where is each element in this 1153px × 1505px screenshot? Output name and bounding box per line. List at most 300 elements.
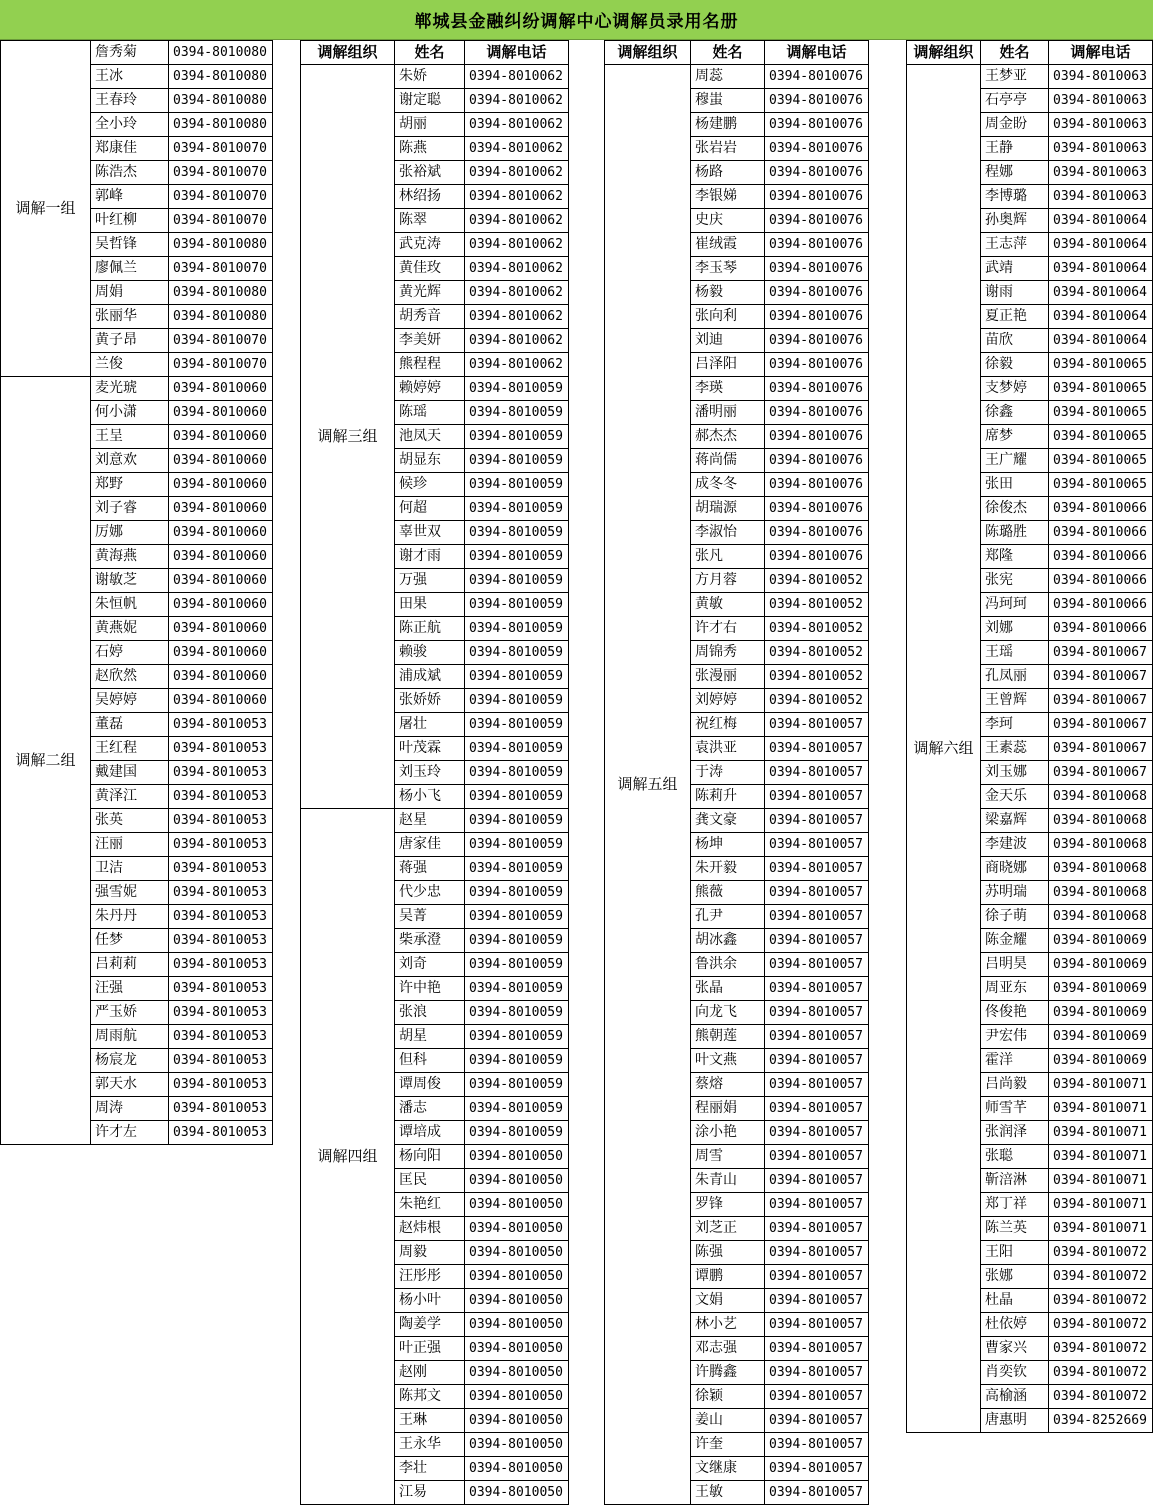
mediator-phone: 0394-8010076 [765, 473, 869, 497]
mediator-phone: 0394-8010062 [465, 209, 569, 233]
mediator-phone: 0394-8010059 [465, 905, 569, 929]
mediator-name: 李建波 [981, 833, 1049, 857]
mediator-phone: 0394-8010057 [765, 905, 869, 929]
mediator-phone: 0394-8010050 [465, 1217, 569, 1241]
mediator-phone: 0394-8010069 [1049, 977, 1153, 1001]
mediator-phone: 0394-8010057 [765, 1289, 869, 1313]
mediator-phone: 0394-8010057 [765, 833, 869, 857]
mediator-name: 武克涛 [395, 233, 465, 257]
mediator-phone: 0394-8010076 [765, 497, 869, 521]
mediator-name: 张漫丽 [691, 665, 765, 689]
mediator-phone: 0394-8010080 [169, 233, 273, 257]
mediator-name: 胡秀音 [395, 305, 465, 329]
mediator-phone: 0394-8010063 [1049, 89, 1153, 113]
mediator-name: 谢才雨 [395, 545, 465, 569]
mediator-phone: 0394-8010057 [765, 713, 869, 737]
mediator-phone: 0394-8010071 [1049, 1121, 1153, 1145]
table-row [1, 377, 273, 401]
table-row [301, 65, 569, 89]
mediator-name: 张田 [981, 473, 1049, 497]
mediator-phone: 0394-8010072 [1049, 1265, 1153, 1289]
mediator-name: 苏明瑞 [981, 881, 1049, 905]
mediator-phone: 0394-8010068 [1049, 833, 1153, 857]
mediator-name: 胡星 [395, 1025, 465, 1049]
mediator-phone: 0394-8010059 [465, 953, 569, 977]
mediator-phone: 0394-8010059 [465, 1097, 569, 1121]
mediator-phone: 0394-8010076 [765, 161, 869, 185]
header-phone: 调解电话 [765, 41, 869, 65]
mediator-name: 厉娜 [91, 521, 169, 545]
mediator-name: 穆蚩 [691, 89, 765, 113]
mediator-phone: 0394-8010052 [765, 617, 869, 641]
mediator-phone: 0394-8010057 [765, 1433, 869, 1457]
mediator-name: 曹家兴 [981, 1337, 1049, 1361]
mediator-phone: 0394-8010063 [1049, 185, 1153, 209]
mediator-name: 徐颖 [691, 1385, 765, 1409]
mediator-phone: 0394-8010063 [1049, 137, 1153, 161]
header-row [605, 41, 869, 65]
mediator-name: 吴哲锋 [91, 233, 169, 257]
mediator-phone: 0394-8010057 [765, 929, 869, 953]
mediator-phone: 0394-8010069 [1049, 953, 1153, 977]
mediator-name: 谭培成 [395, 1121, 465, 1145]
mediator-phone: 0394-8010071 [1049, 1217, 1153, 1241]
mediator-name: 石亭亭 [981, 89, 1049, 113]
mediator-name: 周蕊 [691, 65, 765, 89]
mediator-phone: 0394-8010057 [765, 1217, 869, 1241]
mediator-phone: 0394-8010059 [465, 1025, 569, 1049]
mediator-name: 王素蕊 [981, 737, 1049, 761]
mediator-phone: 0394-8010057 [765, 1457, 869, 1481]
header-phone: 调解电话 [1049, 41, 1153, 65]
mediator-name: 徐子萌 [981, 905, 1049, 929]
mediator-phone: 0394-8010066 [1049, 593, 1153, 617]
mediator-name: 黄泽江 [91, 785, 169, 809]
mediator-phone: 0394-8010069 [1049, 1025, 1153, 1049]
mediator-name: 谭鹏 [691, 1265, 765, 1289]
mediator-phone: 0394-8010057 [765, 1313, 869, 1337]
mediator-name: 廖佩兰 [91, 257, 169, 281]
mediator-phone: 0394-8010050 [465, 1169, 569, 1193]
mediator-phone: 0394-8010068 [1049, 905, 1153, 929]
mediator-name: 刘婷婷 [691, 689, 765, 713]
mediator-phone: 0394-8010053 [169, 1097, 273, 1121]
mediator-name: 黄子昂 [91, 329, 169, 353]
mediator-phone: 0394-8010067 [1049, 689, 1153, 713]
mediator-name: 张向利 [691, 305, 765, 329]
header-name: 姓名 [981, 41, 1049, 65]
mediator-phone: 0394-8010057 [765, 1409, 869, 1433]
mediator-name: 杜晶 [981, 1289, 1049, 1313]
mediator-phone: 0394-8010062 [465, 113, 569, 137]
mediator-name: 陈翠 [395, 209, 465, 233]
mediator-name: 王琳 [395, 1409, 465, 1433]
mediator-name: 苗欣 [981, 329, 1049, 353]
mediator-name: 周娟 [91, 281, 169, 305]
mediator-name: 吕泽阳 [691, 353, 765, 377]
mediator-name: 刘娜 [981, 617, 1049, 641]
mediator-name: 但科 [395, 1049, 465, 1073]
mediator-phone: 0394-8010066 [1049, 545, 1153, 569]
mediator-name: 董磊 [91, 713, 169, 737]
mediator-phone: 0394-8010052 [765, 641, 869, 665]
mediator-name: 兰俊 [91, 353, 169, 377]
mediator-name: 文继康 [691, 1457, 765, 1481]
mediator-name: 许才右 [691, 617, 765, 641]
mediator-phone: 0394-8010072 [1049, 1385, 1153, 1409]
mediator-phone: 0394-8010057 [765, 953, 869, 977]
mediator-phone: 0394-8010057 [765, 1097, 869, 1121]
group-label: 调解五组 [605, 65, 691, 1505]
mediator-phone: 0394-8010072 [1049, 1241, 1153, 1265]
mediator-name: 朱恒帆 [91, 593, 169, 617]
mediator-name: 王冰 [91, 65, 169, 89]
mediator-phone: 0394-8010064 [1049, 281, 1153, 305]
header-name: 姓名 [395, 41, 465, 65]
mediator-phone: 0394-8010059 [465, 425, 569, 449]
mediator-name: 支梦婷 [981, 377, 1049, 401]
mediator-phone: 0394-8010057 [765, 1169, 869, 1193]
mediator-phone: 0394-8010063 [1049, 65, 1153, 89]
mediator-phone: 0394-8010076 [765, 521, 869, 545]
mediator-phone: 0394-8010053 [169, 1001, 273, 1025]
mediator-phone: 0394-8010080 [169, 65, 273, 89]
mediator-name: 吕明昊 [981, 953, 1049, 977]
roster-table [300, 40, 569, 1505]
mediator-phone: 0394-8010076 [765, 401, 869, 425]
mediator-name: 张娇娇 [395, 689, 465, 713]
mediator-phone: 0394-8010052 [765, 665, 869, 689]
mediator-phone: 0394-8010057 [765, 1385, 869, 1409]
mediator-name: 李珂 [981, 713, 1049, 737]
mediator-name: 杨向阳 [395, 1145, 465, 1169]
header-org: 调解组织 [301, 41, 395, 65]
mediator-name: 吴婷婷 [91, 689, 169, 713]
mediator-name: 叶正强 [395, 1337, 465, 1361]
mediator-name: 张英 [91, 809, 169, 833]
mediator-name: 商晓娜 [981, 857, 1049, 881]
mediator-name: 周金盼 [981, 113, 1049, 137]
mediator-name: 陈莉升 [691, 785, 765, 809]
mediator-phone: 0394-8010062 [465, 281, 569, 305]
mediator-name: 陈瑶 [395, 401, 465, 425]
mediator-phone: 0394-8010060 [169, 689, 273, 713]
mediator-name: 张聪 [981, 1145, 1049, 1169]
mediator-phone: 0394-8010068 [1049, 785, 1153, 809]
mediator-phone: 0394-8010066 [1049, 521, 1153, 545]
mediator-name: 石婷 [91, 641, 169, 665]
header-org: 调解组织 [605, 41, 691, 65]
mediator-name: 胡显东 [395, 449, 465, 473]
mediator-name: 蒋强 [395, 857, 465, 881]
mediator-name: 孙奥辉 [981, 209, 1049, 233]
mediator-name: 胡瑞源 [691, 497, 765, 521]
mediator-name: 郝杰杰 [691, 425, 765, 449]
mediator-name: 吕莉莉 [91, 953, 169, 977]
mediator-phone: 0394-8010080 [169, 281, 273, 305]
mediator-name: 刘意欢 [91, 449, 169, 473]
mediator-phone: 0394-8010066 [1049, 617, 1153, 641]
mediator-name: 张岩岩 [691, 137, 765, 161]
mediator-phone: 0394-8010057 [765, 1145, 869, 1169]
mediator-name: 黄佳玫 [395, 257, 465, 281]
table-row [1, 41, 273, 65]
mediator-name: 池凤天 [395, 425, 465, 449]
mediator-phone: 0394-8010065 [1049, 353, 1153, 377]
mediator-phone: 0394-8010062 [465, 233, 569, 257]
mediator-name: 赵星 [395, 809, 465, 833]
mediator-phone: 0394-8010062 [465, 329, 569, 353]
mediator-name: 史庆 [691, 209, 765, 233]
mediator-phone: 0394-8010071 [1049, 1169, 1153, 1193]
mediator-phone: 0394-8010060 [169, 545, 273, 569]
group-label: 调解三组 [301, 65, 395, 809]
mediator-name: 陈邦文 [395, 1385, 465, 1409]
mediator-name: 朱艳红 [395, 1193, 465, 1217]
mediator-name: 徐俊杰 [981, 497, 1049, 521]
table-row [605, 65, 869, 89]
mediator-name: 潘明丽 [691, 401, 765, 425]
mediator-name: 黄海燕 [91, 545, 169, 569]
mediator-name: 辜世双 [395, 521, 465, 545]
mediator-name: 黄敏 [691, 593, 765, 617]
mediator-phone: 0394-8010053 [169, 929, 273, 953]
mediator-phone: 0394-8010059 [465, 377, 569, 401]
mediator-name: 唐惠明 [981, 1409, 1049, 1433]
mediator-name: 熊朝莲 [691, 1025, 765, 1049]
mediator-phone: 0394-8010065 [1049, 377, 1153, 401]
mediator-name: 李玉琴 [691, 257, 765, 281]
mediator-phone: 0394-8010062 [465, 137, 569, 161]
mediator-name: 郑野 [91, 473, 169, 497]
mediator-phone: 0394-8010059 [465, 569, 569, 593]
mediator-name: 麦光琥 [91, 377, 169, 401]
mediator-name: 赵欣然 [91, 665, 169, 689]
mediator-name: 周雨航 [91, 1025, 169, 1049]
mediator-name: 万强 [395, 569, 465, 593]
group-label: 调解二组 [1, 377, 91, 1145]
group-label: 调解一组 [1, 41, 91, 377]
mediator-name: 陈兰英 [981, 1217, 1049, 1241]
mediator-name: 席梦 [981, 425, 1049, 449]
mediator-name: 强雪妮 [91, 881, 169, 905]
mediator-phone: 0394-8010053 [169, 1025, 273, 1049]
mediator-name: 詹秀菊 [91, 41, 169, 65]
mediator-phone: 0394-8010059 [465, 497, 569, 521]
mediator-phone: 0394-8010069 [1049, 1001, 1153, 1025]
mediator-name: 唐家佳 [395, 833, 465, 857]
mediator-phone: 0394-8010050 [465, 1385, 569, 1409]
mediator-phone: 0394-8010060 [169, 425, 273, 449]
mediator-name: 陈金耀 [981, 929, 1049, 953]
mediator-name: 黄燕妮 [91, 617, 169, 641]
mediator-name: 周亚东 [981, 977, 1049, 1001]
mediator-phone: 0394-8010057 [765, 785, 869, 809]
mediator-phone: 0394-8010076 [765, 329, 869, 353]
mediator-phone: 0394-8010059 [465, 521, 569, 545]
mediator-phone: 0394-8010050 [465, 1361, 569, 1385]
mediator-name: 肖奕钦 [981, 1361, 1049, 1385]
mediator-phone: 0394-8010059 [465, 545, 569, 569]
mediator-name: 崔绒霞 [691, 233, 765, 257]
mediator-name: 王永华 [395, 1433, 465, 1457]
mediator-phone: 0394-8010069 [1049, 1049, 1153, 1073]
mediator-name: 刘玉娜 [981, 761, 1049, 785]
mediator-phone: 0394-8010053 [169, 953, 273, 977]
mediator-name: 何小潇 [91, 401, 169, 425]
mediator-name: 许腾鑫 [691, 1361, 765, 1385]
mediator-name: 徐毅 [981, 353, 1049, 377]
mediator-name: 徐鑫 [981, 401, 1049, 425]
mediator-phone: 0394-8010062 [465, 65, 569, 89]
mediator-name: 尹宏伟 [981, 1025, 1049, 1049]
mediator-phone: 0394-8010057 [765, 737, 869, 761]
mediator-name: 刘子睿 [91, 497, 169, 521]
mediator-phone: 0394-8010076 [765, 353, 869, 377]
mediator-phone: 0394-8010053 [169, 977, 273, 1001]
mediator-phone: 0394-8010059 [465, 1001, 569, 1025]
mediator-name: 陶姜学 [395, 1313, 465, 1337]
mediator-name: 严玉娇 [91, 1001, 169, 1025]
mediator-name: 蒋尚儒 [691, 449, 765, 473]
mediator-phone: 0394-8010070 [169, 353, 273, 377]
mediator-name: 赵刚 [395, 1361, 465, 1385]
mediator-phone: 0394-8010076 [765, 137, 869, 161]
mediator-phone: 0394-8010057 [765, 1361, 869, 1385]
mediator-phone: 0394-8010057 [765, 1481, 869, 1505]
mediator-phone: 0394-8010071 [1049, 1145, 1153, 1169]
mediator-phone: 0394-8010066 [1049, 569, 1153, 593]
mediator-name: 程丽娟 [691, 1097, 765, 1121]
mediator-phone: 0394-8010062 [465, 305, 569, 329]
mediator-name: 金天乐 [981, 785, 1049, 809]
mediator-phone: 0394-8010060 [169, 473, 273, 497]
mediator-name: 周锦秀 [691, 641, 765, 665]
mediator-name: 杜依婷 [981, 1313, 1049, 1337]
mediator-name: 杨建鹏 [691, 113, 765, 137]
mediator-phone: 0394-8010080 [169, 41, 273, 65]
mediator-name: 许才左 [91, 1121, 169, 1145]
mediator-phone: 0394-8010060 [169, 377, 273, 401]
mediator-phone: 0394-8010076 [765, 281, 869, 305]
mediator-phone: 0394-8010057 [765, 1337, 869, 1361]
mediator-name: 郑丁祥 [981, 1193, 1049, 1217]
mediator-name: 代少忠 [395, 881, 465, 905]
mediator-name: 浦成斌 [395, 665, 465, 689]
mediator-name: 林小艺 [691, 1313, 765, 1337]
mediator-phone: 0394-8010067 [1049, 713, 1153, 737]
mediator-phone: 0394-8010065 [1049, 449, 1153, 473]
mediator-phone: 0394-8010070 [169, 185, 273, 209]
mediator-phone: 0394-8010068 [1049, 881, 1153, 905]
mediator-phone: 0394-8010065 [1049, 425, 1153, 449]
mediator-phone: 0394-8010076 [765, 233, 869, 257]
mediator-phone: 0394-8010050 [465, 1433, 569, 1457]
mediator-phone: 0394-8010050 [465, 1241, 569, 1265]
mediator-name: 邓志强 [691, 1337, 765, 1361]
mediator-phone: 0394-8010064 [1049, 257, 1153, 281]
mediator-name: 叶红柳 [91, 209, 169, 233]
mediator-phone: 0394-8010080 [169, 89, 273, 113]
mediator-name: 张裕斌 [395, 161, 465, 185]
mediator-name: 卫洁 [91, 857, 169, 881]
group-label: 调解四组 [301, 809, 395, 1505]
mediator-name: 田果 [395, 593, 465, 617]
mediator-phone: 0394-8010050 [465, 1337, 569, 1361]
mediator-phone: 0394-8252669 [1049, 1409, 1153, 1433]
mediator-phone: 0394-8010059 [465, 785, 569, 809]
mediator-name: 王瑶 [981, 641, 1049, 665]
header-row [907, 41, 1153, 65]
mediator-phone: 0394-8010050 [465, 1289, 569, 1313]
mediator-name: 任梦 [91, 929, 169, 953]
mediator-phone: 0394-8010060 [169, 617, 273, 641]
mediator-name: 王阳 [981, 1241, 1049, 1265]
mediator-phone: 0394-8010059 [465, 737, 569, 761]
mediator-name: 赵炜根 [395, 1217, 465, 1241]
mediator-name: 何超 [395, 497, 465, 521]
table-row [907, 65, 1153, 89]
mediator-phone: 0394-8010070 [169, 137, 273, 161]
mediator-name: 文娟 [691, 1289, 765, 1313]
mediator-name: 郭峰 [91, 185, 169, 209]
mediator-phone: 0394-8010059 [465, 929, 569, 953]
mediator-name: 于涛 [691, 761, 765, 785]
mediator-name: 袁洪亚 [691, 737, 765, 761]
mediator-phone: 0394-8010057 [765, 1001, 869, 1025]
mediator-phone: 0394-8010059 [465, 881, 569, 905]
mediator-name: 程娜 [981, 161, 1049, 185]
mediator-name: 方月蓉 [691, 569, 765, 593]
mediator-name: 鲁洪余 [691, 953, 765, 977]
page-title: 郸城县金融纠纷调解中心调解员录用名册 [0, 0, 1153, 40]
mediator-name: 成冬冬 [691, 473, 765, 497]
mediator-name: 冯珂珂 [981, 593, 1049, 617]
mediator-name: 朱娇 [395, 65, 465, 89]
mediator-name: 张浪 [395, 1001, 465, 1025]
mediator-phone: 0394-8010059 [465, 761, 569, 785]
mediator-name: 匡民 [395, 1169, 465, 1193]
mediator-phone: 0394-8010076 [765, 209, 869, 233]
mediator-phone: 0394-8010050 [465, 1145, 569, 1169]
mediator-name: 汪彤彤 [395, 1265, 465, 1289]
mediator-name: 陈正航 [395, 617, 465, 641]
mediator-phone: 0394-8010053 [169, 1049, 273, 1073]
mediator-name: 王呈 [91, 425, 169, 449]
mediator-name: 涂小艳 [691, 1121, 765, 1145]
mediator-phone: 0394-8010070 [169, 209, 273, 233]
mediator-name: 候珍 [395, 473, 465, 497]
mediator-phone: 0394-8010060 [169, 449, 273, 473]
mediator-phone: 0394-8010080 [169, 113, 273, 137]
mediator-name: 熊程程 [395, 353, 465, 377]
mediator-phone: 0394-8010059 [465, 617, 569, 641]
mediator-name: 王红程 [91, 737, 169, 761]
mediator-name: 王志萍 [981, 233, 1049, 257]
mediator-phone: 0394-8010076 [765, 449, 869, 473]
mediator-name: 黄光辉 [395, 281, 465, 305]
mediator-name: 郭天水 [91, 1073, 169, 1097]
mediator-phone: 0394-8010064 [1049, 233, 1153, 257]
mediator-phone: 0394-8010050 [465, 1457, 569, 1481]
mediator-phone: 0394-8010072 [1049, 1313, 1153, 1337]
mediator-phone: 0394-8010052 [765, 689, 869, 713]
mediator-phone: 0394-8010059 [465, 689, 569, 713]
mediator-phone: 0394-8010071 [1049, 1097, 1153, 1121]
mediator-phone: 0394-8010070 [169, 161, 273, 185]
mediator-phone: 0394-8010072 [1049, 1289, 1153, 1313]
roster-table [604, 40, 869, 1505]
